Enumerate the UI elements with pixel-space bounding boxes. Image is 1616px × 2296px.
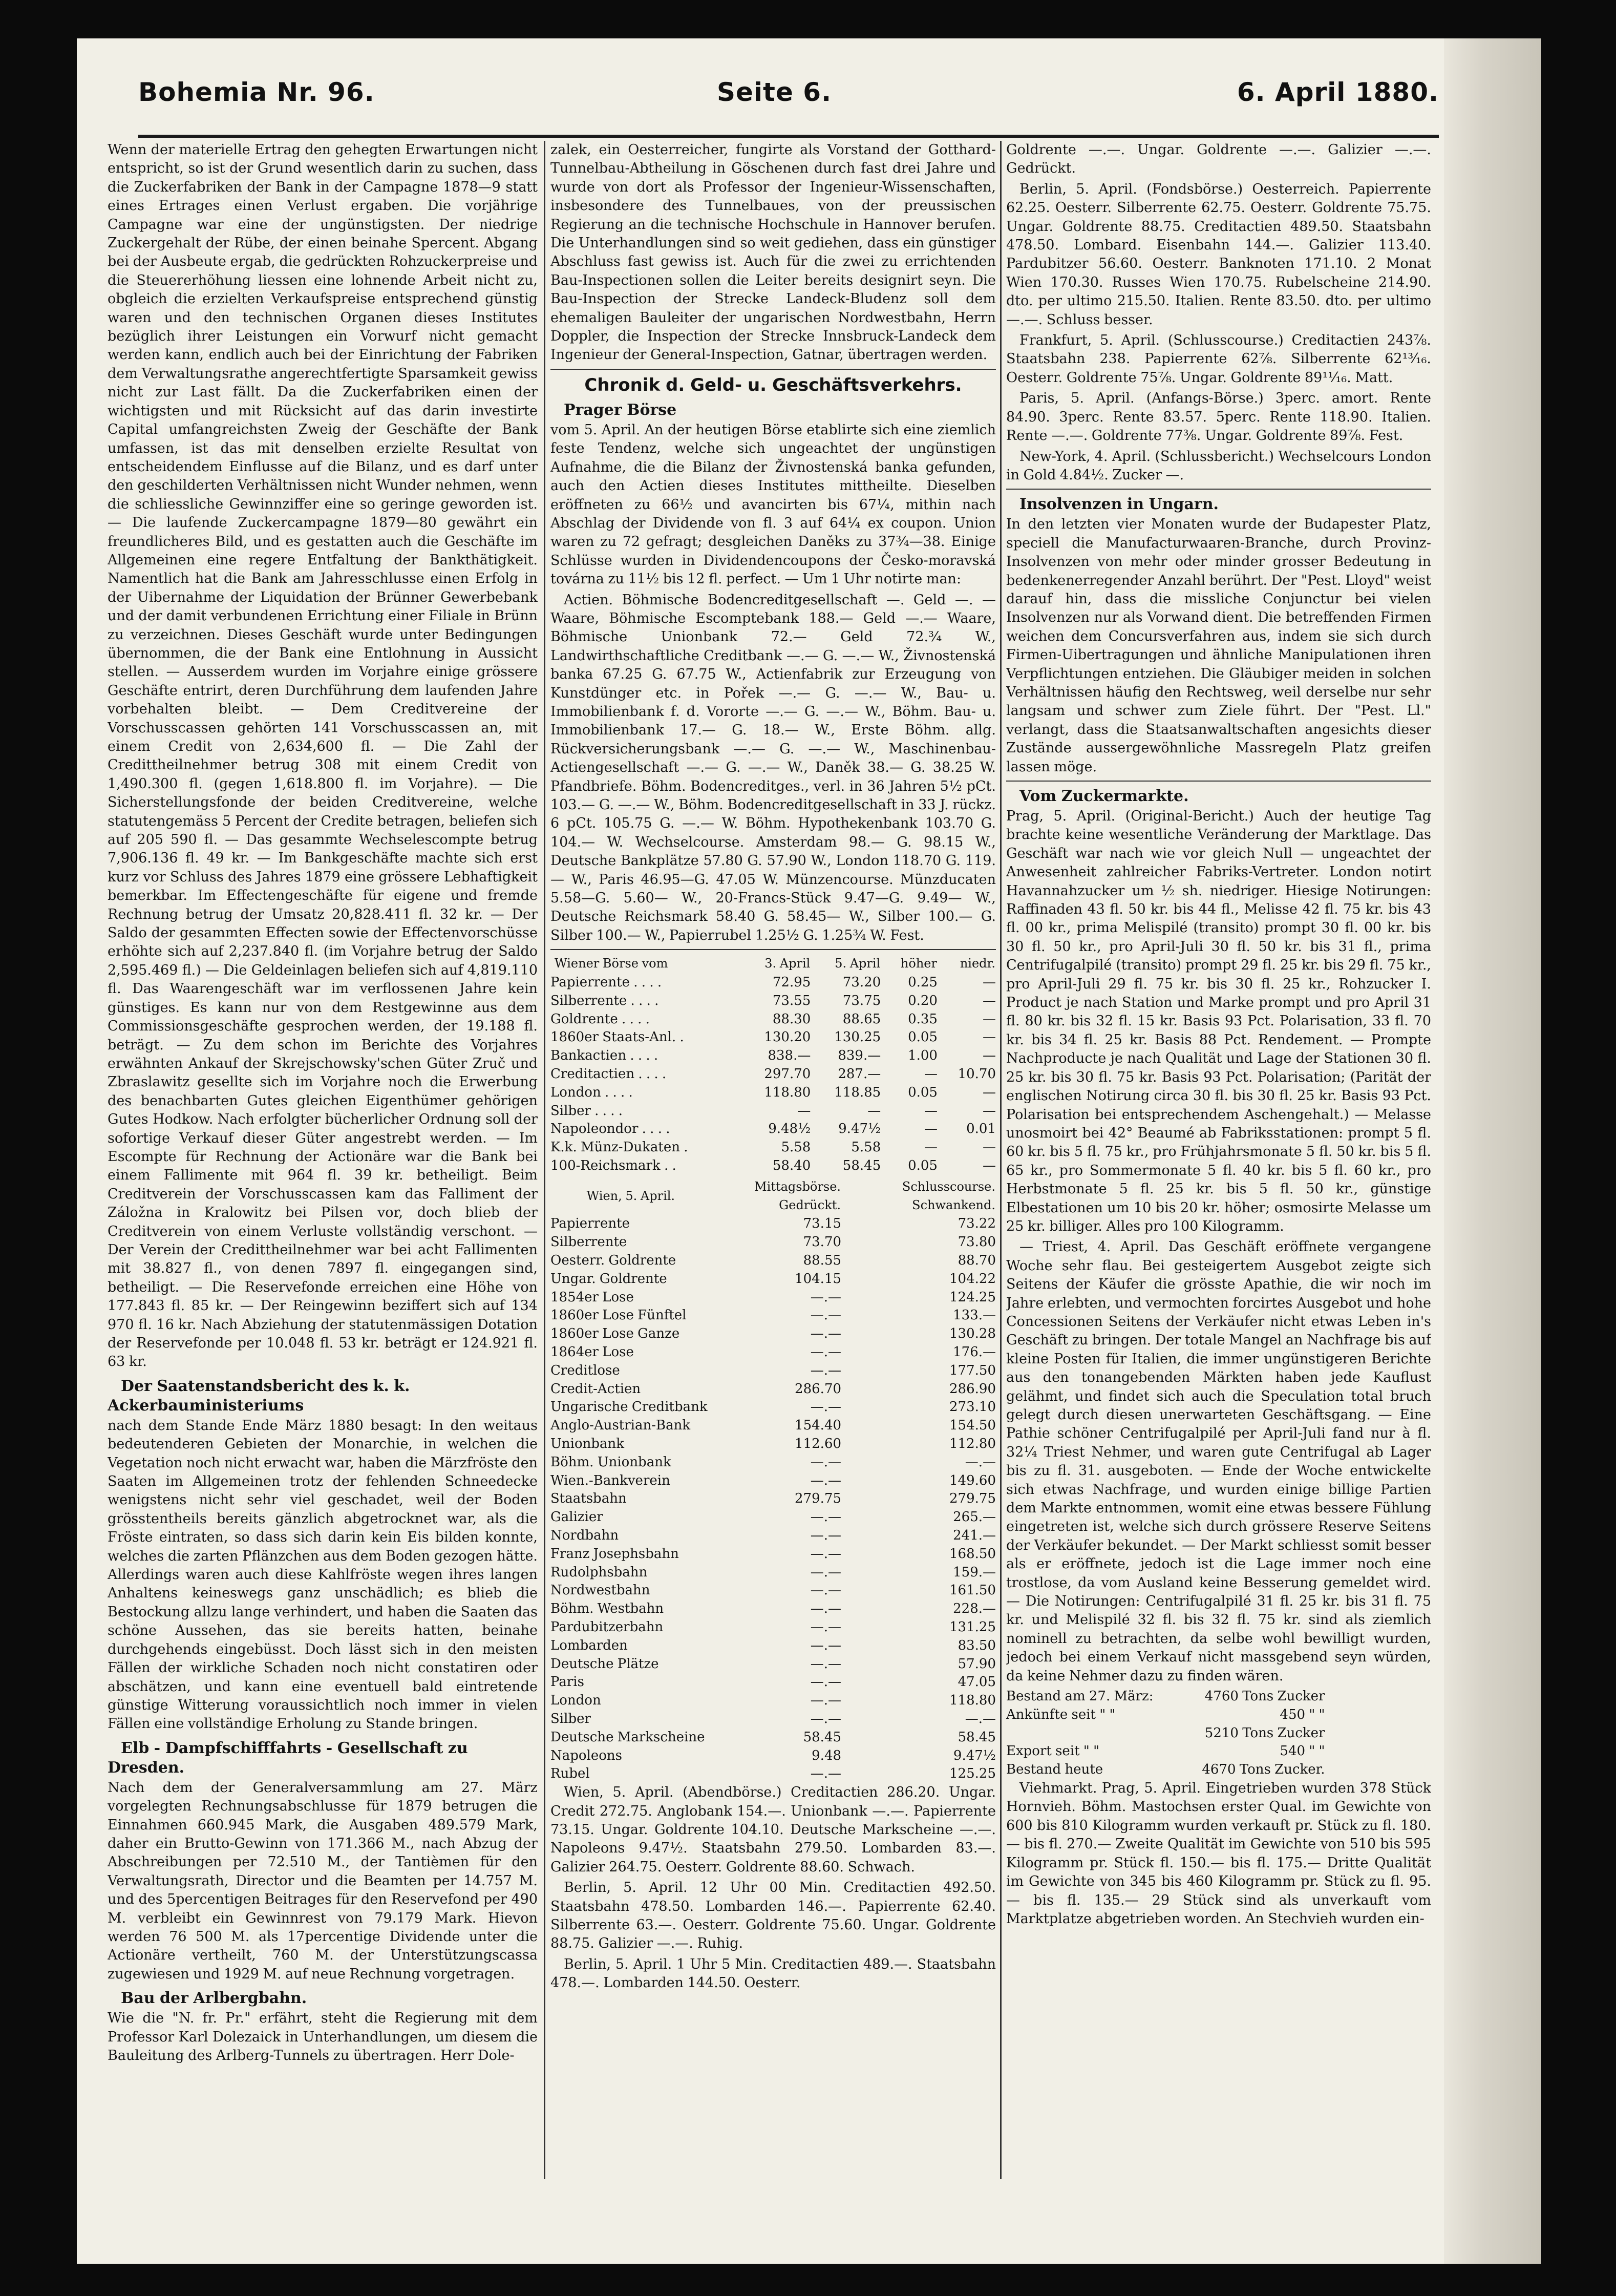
wiener-header-cell: niedr. [960, 956, 995, 971]
table-row [550, 1084, 996, 1102]
table-row [550, 1692, 996, 1710]
column-left [108, 141, 538, 2179]
table-row [550, 1582, 996, 1600]
security-name: Unionbank [550, 1436, 625, 1451]
quote-value: —.— [810, 1308, 842, 1323]
quote-value: —.— [810, 1674, 842, 1690]
quote-value: 0.25 [908, 975, 938, 991]
quote-value: 73.70 [803, 1234, 842, 1250]
quote-value: 72.95 [772, 975, 811, 991]
quote-value: — [924, 1103, 938, 1119]
article-saatenstand: nach dem Stande Ende März 1880 besagt: In den weitaus bedeutenderen Gebieten der Monarchie, in welchen die Vegetation noch nicht erwacht war, haben die Märzfröste den Saaten im Allgemeinen trotz der fehlenden Schneedecke wenigstens nicht sehr viel geschadet, weil der Boden grösstentheils bereits gänzlich abgetrocknet war, als die Fröste eintraten, so dass sich darin kein Eis bilden konnte, welches die zarten Pflänzchen aus dem Boden gezogen hätte. Allerdings waren auch diese Kahlfröste wegen ihres langen Anhaltens keineswegs ganz unschädlich; es blieb die Bestockung allzu lange verhindert, und haben die Saaten das schöne Aussehen, das sie bereits hatten, beinahe durchgehends eingebüsst. Doch lässt sich in den meisten Fällen der wirkliche Schaden noch nicht constatiren oder abschätzen, und kann eine eventuell bald eintretende günstige Witterung voraussichtlich noch immer in vielen Fällen eine vollständige Erholung zu Stande bringen. [108, 1417, 538, 1732]
page-curl-shadow [1444, 38, 1541, 2264]
quote-value: 1.00 [908, 1048, 938, 1064]
security-name: Rubel [550, 1766, 590, 1782]
quote-value: 161.50 [949, 1583, 996, 1598]
stock-label: Bestand am 27. März: [1006, 1689, 1154, 1704]
quote-value: —.— [810, 1637, 842, 1653]
quote-value: 88.30 [772, 1011, 811, 1027]
column-rule [544, 141, 545, 2179]
quote-value: 73.75 [842, 993, 881, 1008]
article-berlin-continued: Goldrente —.—. Ungar. Goldrente —.—. Galizier —.—. Gedrückt. [1006, 142, 1431, 177]
wiener-header-cell: 3. April [764, 956, 811, 971]
stock-label [1006, 1724, 1177, 1743]
security-name: London [550, 1693, 601, 1709]
quote-value: 176.— [953, 1344, 996, 1360]
quote-value: 112.80 [949, 1436, 996, 1451]
quote-value: 286.90 [949, 1381, 996, 1397]
quote-value: 287.— [838, 1066, 881, 1082]
quote-value: 0.20 [908, 993, 938, 1008]
table-row [550, 1637, 996, 1655]
quote-value: 73.22 [958, 1216, 996, 1232]
quote-value: 177.50 [949, 1362, 996, 1378]
quote-value: — [983, 1103, 996, 1119]
masthead-page-number: Seite 6. [717, 77, 832, 107]
security-name: Creditactien . . . . [550, 1066, 667, 1082]
wien-kurse-table [550, 1177, 996, 1783]
table-row [550, 1362, 996, 1380]
table-row [1006, 1688, 1325, 1706]
heading-insolvenzen: Insolvenzen in Ungarn. [1019, 495, 1219, 514]
table-row [550, 1102, 996, 1121]
quote-value: —.— [810, 1289, 842, 1305]
divider [550, 369, 996, 370]
table-row [550, 1618, 996, 1637]
quote-value: 104.22 [949, 1271, 996, 1287]
quote-value: —.— [810, 1656, 842, 1672]
stock-amount: 4670 Tons Zucker. [1202, 1762, 1325, 1778]
table-row [550, 1655, 996, 1674]
table-row [550, 1417, 996, 1435]
divider [550, 949, 996, 950]
stock-amount: 540 " " [1280, 1743, 1325, 1759]
masthead-date: 6. April 1880. [1237, 77, 1439, 107]
quote-value: 273.10 [949, 1399, 996, 1415]
security-name: Pardubitzerbahn [550, 1619, 664, 1635]
table-row [550, 1545, 996, 1564]
table-row [550, 1215, 996, 1233]
quote-value: 58.45 [842, 1158, 881, 1174]
quote-value: 88.55 [803, 1253, 842, 1268]
article-viehmarkt: Viehmarkt. Prag, 5. April. Eingetrieben wurden 378 Stück Hornvieh. Böhm. Mastochsen erster Qual. im Gewichte von 600 bis 810 Kilogramm wurden verkauft pr. Stück zu fl. 180.— bis fl. 270.— Zweite Qualität im Gewichte von 510 bis 595 Kilogramm pr. Stück fl. 150.— bis fl. 175.— Dritte Qualität im Gewichte von 345 bis 460 Kilogramm pr. Stück zu fl. 95.— bis fl. 135.— 29 Stück sind als unverkauft vom Marktplatze abgetrieben worden. An Stechvieh wurden ein- [1006, 1780, 1431, 1927]
security-name: Wien.-Bankverein [550, 1472, 670, 1488]
table-row [550, 1139, 996, 1157]
quote-value: 130.28 [949, 1326, 996, 1342]
security-name: Anglo-Austrian-Bank [550, 1418, 691, 1434]
table-row [550, 1233, 996, 1252]
article-berlin-1uhr: Berlin, 5. April. 1 Uhr 5 Min. Creditactien 489.—. Staatsbahn 478.—. Lombarden 144.50. Oesterr. [550, 1956, 996, 1991]
quote-value: 168.50 [949, 1546, 996, 1562]
security-name: Nordbahn [550, 1527, 619, 1543]
heading-arlbergbahn: Bau der Arlbergbahn. [121, 1989, 307, 2008]
quote-value: 838.— [768, 1048, 811, 1064]
quote-value: 58.45 [958, 1729, 996, 1745]
stock-label: Bestand heute [1006, 1762, 1103, 1778]
stock-label: Ankünfte seit " " [1006, 1707, 1116, 1722]
security-name: Deutsche Markscheine [550, 1729, 705, 1745]
security-name: Galizier [550, 1509, 603, 1525]
quote-value: 57.90 [958, 1656, 996, 1672]
security-name: Silber . . . . [550, 1103, 623, 1119]
security-name: K.k. Münz-Dukaten . [550, 1140, 688, 1155]
quote-value: 124.25 [949, 1289, 996, 1305]
security-name: Papierrente . . . . [550, 975, 662, 991]
security-name: Böhm. Westbahn [550, 1601, 664, 1617]
quote-value: 130.25 [834, 1029, 881, 1045]
security-name: 1860er Lose Ganze [550, 1326, 680, 1342]
quote-value: 83.50 [958, 1637, 996, 1653]
quote-value: — [924, 1140, 938, 1155]
security-name: Napoleons [550, 1747, 622, 1763]
quote-value: 104.15 [795, 1271, 842, 1287]
table-row [550, 1564, 996, 1582]
quote-value: — [983, 1029, 996, 1045]
table-row [550, 1252, 996, 1270]
quote-value: —.— [810, 1583, 842, 1598]
article-berlin-fondsboerse: Berlin, 5. April. (Fondsbörse.) Oesterreich. Papierrente 62.25. Oesterr. Silberrente 62.75. Oesterr. Goldrente 75.75. Ungar. Goldrente 88.75. Creditactien 489.50. Staatsbahn 478.50. Lombard. Eisenbahn 144.—. Galizier 113.40. Pardubitzer 56.60. Oesterr. Banknoten 171.10. 2 Monat Wien 170.30. Russes Wien 170.75. Rubelscheine 214.90. dto. per ultimo 215.50. Italien. Rente 83.50. dto. per ultimo —.—. Schluss besser. [1006, 181, 1431, 328]
quote-value: 5.58 [851, 1140, 881, 1155]
quote-value: 73.15 [803, 1216, 842, 1232]
quote-value: — [983, 1140, 996, 1155]
quote-value: — [983, 1011, 996, 1027]
masthead-issue: Bohemia Nr. 96. [138, 77, 375, 107]
quote-value: 265.— [953, 1509, 996, 1525]
quote-value: — [797, 1103, 811, 1119]
security-name: Credit-Actien [550, 1381, 641, 1397]
article-berlin-12uhr: Berlin, 5. April. 12 Uhr 00 Min. Creditactien 492.50. Staatsbahn 478.50. Lombarden 146.—. Papierrente 62.40. Silberrente 63.—. Oesterr. Goldrente 75.60. Ungar. Goldrente 88.75. Galizier —.—. Ruhig. [550, 1880, 996, 1952]
quote-value: 9.48½ [768, 1121, 811, 1137]
security-name: Paris [550, 1674, 584, 1690]
quote-value: —.— [810, 1711, 842, 1726]
quote-value: —.— [810, 1693, 842, 1709]
security-name: Napoleondor . . . . [550, 1121, 670, 1137]
quote-value: — [983, 1084, 996, 1100]
security-name: Papierrente [550, 1216, 630, 1232]
quote-value: 88.70 [958, 1253, 996, 1268]
divider [1006, 781, 1431, 782]
quote-value: 279.75 [795, 1491, 842, 1507]
table-row [550, 1065, 996, 1084]
quote-value: 9.47½ [838, 1121, 881, 1137]
quote-value: 0.05 [908, 1084, 938, 1100]
quote-value: 0.01 [966, 1121, 996, 1137]
table-row [550, 1120, 996, 1139]
table-row [1006, 1761, 1325, 1779]
table-row [550, 1157, 996, 1175]
quote-value: —.— [810, 1454, 842, 1470]
table-row [550, 1673, 996, 1692]
table-row [550, 1270, 996, 1289]
quote-value: 125.25 [949, 1766, 996, 1782]
table-row [550, 1289, 996, 1307]
column-middle [550, 141, 996, 2179]
quote-value: — [983, 993, 996, 1008]
table-row [550, 1600, 996, 1618]
quote-value: —.— [810, 1326, 842, 1342]
quote-value: 241.— [953, 1527, 996, 1543]
table-row [1006, 1706, 1325, 1724]
article-new-york: New-York, 4. April. (Schlussbericht.) Wechselcours London in Gold 4.84½. Zucker —. [1006, 448, 1431, 483]
quote-value: 58.45 [803, 1729, 842, 1745]
article-wien-abendboerse: Wien, 5. April. (Abendbörse.) Creditactien 286.20. Ungar. Credit 272.75. Anglobank 154.—. Unionbank —.—. Papierrente 73.15. Ungar. Goldrente 104.10. Deutsche Markscheine —.—. Napoleons 9.47½. Staatsbahn 279.50. Lombarden 83.—. Galizier 264.75. Oesterr. Goldrente 88.60. Schwach. [550, 1784, 996, 1875]
article-arlberg-continued: zalek, ein Oesterreicher, fungirte als Vorstand der Gotthard-Tunnelbau-Abtheilung in Göschenen durch fast drei Jahre und wurde von dort als Professor der Ingenieur-Wissenschaften, insbesondere des Tunnelbaues, von der preussischen Regierung an die technische Hochschule in Hannover berufen. Die Unterhandlungen sind so weit gediehen, dass ein günstiger Abschluss fast gewiss ist. Auch für die zwei zu errichtenden Bau-Inspectionen sollen die Leiter bereits designirt seyn. Die Bau-Inspection der Strecke Landeck-Bludenz soll dem ehemaligen Bauleiter der ungarischen Nordwestbahn, Herrn Doppler, die Inspection der Strecke Innsbruck-Landeck dem Ingenieur der General-Inspection, Gatnar, übertragen werden. [550, 142, 996, 363]
quote-value: 118.85 [834, 1084, 881, 1100]
wiener-header-cell: 5. April [835, 956, 881, 971]
article-prager-kurse: Actien. Böhmische Bodencreditgesellschaft —. Geld —. — Waare, Böhmische Escomptebank 188.— Geld —.— Waare, Böhmische Unionbank 72.— Geld 72.¾ W., Landwirthschaftliche Creditbank —.— G. —.— W., Živnostenská banka 67.25 G. 67.75 W., Actienfabrik zur Erzeugung von Kunstdünger etc. in Pořek —.— G. —.— W., Bau- u. Immobilienbank f. d. Vororte —.— G. —.— W., Böhm. Bau- u. Immobilienbank 17.— G. 18.— W., Erste Böhm. allg. Rückversicherungsbank —.— G. —.— W., Maschinenbau-Actiengesellschaft —.— G. —.— W., Daněk 38.— G. 38.25 W. Pfandbriefe. Böhm. Bodencreditges., verl. in 36 Jahren 5½ pCt. 103.— G. —.— W., Böhm. Bodencreditgesellschaft in 33 J. rückz. 6 pCt. 105.75 G. —.— W. Böhm. Hypothekenbank 103.70 G. 104.— W. Wechselcourse. Amsterdam 98.— G. 98.15 W., Deutsche Bankplätze 57.80 G. 57.90 W., London 118.70 G. 119.— W., Paris 46.95—G. 47.05 W. Münzencourse. Münzducaten 5.58—G. 5.60— W., 20-Francs-Stück 9.47—G. 9.49— W., Deutsche Reichsmark 58.40 G. 58.45— W., Silber 100.— G. Silber 100.— W., Papierrubel 1.25½ G. 1.25¾ W. Fest. [550, 592, 996, 943]
quote-value: 5.58 [781, 1140, 811, 1155]
quote-value: 9.47½ [953, 1747, 996, 1763]
quote-value: 159.— [953, 1564, 996, 1580]
quote-value: 0.05 [908, 1029, 938, 1045]
security-name: Oesterr. Goldrente [550, 1253, 676, 1268]
quote-value: 0.35 [908, 1011, 938, 1027]
table-row [550, 1508, 996, 1527]
quote-value: —.— [810, 1362, 842, 1378]
quote-value: —.— [810, 1766, 842, 1782]
quote-value: 131.25 [949, 1619, 996, 1635]
stock-amount: 4760 Tons Zucker [1204, 1689, 1325, 1704]
security-name: Creditlose [550, 1362, 620, 1378]
security-name: Rudolphsbahn [550, 1564, 648, 1580]
security-name: Staatsbahn [550, 1491, 627, 1507]
security-name: 1860er Lose Fünftel [550, 1308, 687, 1323]
quote-value: 839.— [838, 1048, 881, 1064]
security-name: 1864er Lose [550, 1344, 634, 1360]
table-row [550, 1028, 996, 1047]
security-name: Franz Josephsbahn [550, 1546, 679, 1562]
heading-prager-boerse: Prager Börse [564, 401, 677, 419]
quote-value: —.— [810, 1601, 842, 1617]
wien-table-title: Wien, 5. April. [586, 1188, 675, 1203]
security-name: Silber [550, 1711, 591, 1726]
heading-zuckermarkt: Vom Zuckermarkte. [1019, 787, 1189, 805]
quote-value: 279.75 [949, 1491, 996, 1507]
wien-col-schluss: Schlusscourse. Schwankend. [902, 1179, 995, 1212]
quote-value: — [983, 975, 996, 991]
quote-value: 149.60 [949, 1472, 996, 1488]
quote-value: 154.40 [795, 1418, 842, 1434]
quote-value: 154.50 [949, 1418, 996, 1434]
quote-value: 228.— [953, 1601, 996, 1617]
security-name: Lombarden [550, 1637, 628, 1653]
article-frankfurt: Frankfurt, 5. April. (Schlusscourse.) Creditactien 243⅞. Staatsbahn 238. Papierrente 62⅞. Silberrente 62¹³⁄₁₆. Oesterr. Goldrente 75⅞. Ungar. Goldrente 89¹¹⁄₁₆. Matt. [1006, 332, 1431, 386]
column-right [1006, 141, 1431, 2179]
stock-label: Export seit " " [1006, 1743, 1100, 1759]
table-row [550, 1380, 996, 1399]
table-row [550, 1729, 996, 1747]
security-name: 1860er Staats-Anl. . [550, 1029, 684, 1045]
article-elb-dampfschiff: Nach dem der Generalversammlung am 27. März vorgelegten Rechnungsabschlusse für 1879 betrugen die Einnahmen 660.945 Mark, die Ausgaben 489.579 Mark, daher ein Brutto-Gewinn von 171.366 M., nach Abzug der Abschreibungen per 72.510 M., der Tantièmen für den Verwaltungsrath, Director und die Beamten per 14.757 M. und des 5percentigen Beitrages für den Reservefond per 490 M. verbleibt ein Gewinnrest von 79.179 Mark. Hievon werden 76 500 M. als 17percentige Dividende unter die Actionäre vertheilt, 760 M. der Unterstützungscassa zugewiesen und 1929 M. auf neue Rechnung vorgetragen. [108, 1779, 538, 1982]
table-row [550, 1325, 996, 1343]
article-zuckermarkt-triest: — Triest, 4. April. Das Geschäft eröffnete vergangene Woche sehr flau. Bei gesteigertem Ausgebot zeigte sich Seitens der Käufer die grösste Apathie, die wir noch im Jahre erlebten, und vermochten forcirtes Ausgebot und hohe Concessionen Seitens der Verkäufer nicht etwas Leben in's Geschäft zu bringen. Der totale Mangel an Nachfrage bis auf kleine Posten für Italien, die immer ungünstigeren Berichte aus den tonangebenden Märkten haben jede Kauflust gelähmt, und findet sich auch die Speculation total bruch gelegt durch diesen unerwarteten Geschäftsgang. — Eine Pathie schöner Centrifugalpilé per April-Juli fand nur à fl. 32¼ Triest Nehmer, und waren gute Centrifugal ab Lager bis zu fl. 31. ausgeboten. — Ende der Woche entwickelte sich etwas Nachfrage, und wurden einige billige Partien dem Markte entnommen, womit eine etwas bessere Fühlung eingetreten ist, welche sich durch grössere Reserve Seitens der Verkäufer bekundet. — Der Markt schliesst somit besser als er eröffnete, jedoch ist die Lage immer noch eine trostlose, da vom Ausland keine Besserung gemeldet wird. — Die Notirungen: Centrifugalpilé 31 fl. 25 kr. bis 31 fl. 75 kr. und Melispilé 32 fl. bis 32 fl. 75 kr. sind als ziemlich nominell zu betrachten, da selbe wohl bewilligt wurden, jedoch bei einem Verkauf nicht massgebend seyn würden, da keine Nehmer dazu zu finden wären. [1006, 1239, 1431, 1684]
quote-value: —.— [810, 1509, 842, 1525]
table-row [550, 974, 996, 992]
quote-value: 0.05 [908, 1158, 938, 1174]
newspaper-page [77, 38, 1541, 2264]
quote-value: —.— [810, 1399, 842, 1415]
security-name: 100-Reichsmark . . [550, 1158, 676, 1174]
table-row [550, 1747, 996, 1765]
stock-amount: 5210 Tons Zucker [1204, 1725, 1325, 1741]
quote-value: 47.05 [958, 1674, 996, 1690]
table-row [550, 1307, 996, 1325]
wien-col-mittag: Mittagsbörse. Gedrückt. [754, 1179, 841, 1212]
quote-value: 73.55 [772, 993, 811, 1008]
quote-value: —.— [965, 1711, 996, 1726]
quote-value: 73.80 [958, 1234, 996, 1250]
article-arlbergbahn: Wie die "N. fr. Pr." erfährt, steht die Regierung mit dem Professor Karl Dolezaick in Unterhandlungen, um diesem die Bauleitung des Arlberg-Tunnels zu übertragen. Herr Dole- [108, 2010, 538, 2063]
heading-elb-dampfschiff: Elb - Dampfschifffahrts - Gesellschaft zu Dresden. [108, 1739, 468, 1777]
security-name: Goldrente . . . . [550, 1011, 650, 1027]
quote-value: —.— [965, 1454, 996, 1470]
article-prager-boerse: vom 5. April. An der heutigen Börse etablirte sich eine ziemlich feste Tendenz, welche sich ungeachtet der ungünstigen Aufnahme, die die Bilanz der Živnostenská banka gefunden, auch den Actien dieses Institutes mittheilte. Dieselben eröffneten zu 66½ und avancirten bis 67¼, mithin nach Abschlag der Dividende von fl. 3 auf 64¼ ex coupon. Union waren zu 72 gefragt; desgleichen Daněks zu 37¾—38. Einige Schlüsse wurden in Dividendencoupons der Česko-moravská továrna zu 11½ bis 12 fl. perfect. — Um 1 Uhr notirte man: [550, 422, 996, 587]
security-name: Böhm. Unionbank [550, 1454, 671, 1470]
quote-value: 112.60 [795, 1436, 842, 1451]
security-name: Deutsche Plätze [550, 1656, 659, 1672]
masthead [138, 73, 1439, 138]
table-row [1006, 1724, 1325, 1743]
divider [1006, 489, 1431, 490]
quote-value: —.— [810, 1546, 842, 1562]
article-bank-report: Wenn der materielle Ertrag den gehegten Erwartungen nicht entspricht, so ist der Grund wesentlich darin zu suchen, dass die Zuckerfabriken der Bank in der Campagne 1878—9 statt eines Ertrages einen Verlust ergaben. Die vorjährige Campagne war eine der ungünstigsten. Der niedrige Zuckergehalt der Rübe, der einen beinahe Spercent. Abgang bei der Ausbeute ergab, die gedrückten Rohzuckerpreise und die Steuererhöhung liessen eine lohnende Arbeit nicht zu, obgleich die erzielten Verkaufspreise entsprechend günstig waren und den technischen Organen dieses Institutes bezüglich ihrer Leistungen ein Vorwurf nicht gemacht werden kann, endlich auch bei der Einrichtung der Fabriken dem Verwaltungsrathe angerechtfertigte Sparsamkeit gewiss nicht zur Last fällt. Da die Zuckerfabriken einen der wichtigsten und mit Rücksicht auf das darin investirte Capital umfangreichsten Zweig der Geschäfte der Bank umfassen, ist das mit denselben erzielte Resultat von entscheidendem Einflusse auf die Bilanz, und es darf unter den geschilderten Verhältnissen nicht Wunder nehmen, wenn die schliessliche Gewinnziffer eine so geringe geworden ist. — Die laufende Zuckercampagne 1879—80 gewährt ein freundlicheres Bild, und es gestatten auch die Geschäfte im Allgemeinen eine regere Entfaltung der Bankthätigkeit. Namentlich hat die Bank am Jahresschlusse einen Erfolg in der Uibernahme der Liquidation der Brünner Gewerbebank und der damit verbundenen Errichtung einer Filiale in Brünn zu verzeichnen. Dieses Geschäft wurde unter Bedingungen übernommen, die der Bank eine Entlohnung in Aussicht stellen. — Ausserdem wurden im Vorjahre einige grössere Geschäfte entrirt, deren Durchführung dem laufenden Jahre vorbehalten bleibt. — Dem Creditvereine der Vorschusscassen gehörten 141 Vorschusscassen an, mit einem Credit von 2,634,600 fl. — Die Zahl der Credittheilnehmer betrug 308 mit einem Credit von 1,490.300 fl. (gegen 1,618.800 fl. im Vorjahre). — Die Sicherstellungsfonde der beiden Creditvereine, welche statutengemäss 5 Percent der Credite betragen, beliefen sich auf 205 590 fl. — Das gesammte Wechselescompte betrug 7,906.136 fl. 49 kr. — Im Bankgeschäfte machte sich erst kurz vor Schluss des Jahres 1879 eine grössere Lebhaftigkeit bemerkbar. Im Effectengeschäfte für eigene und fremde Rechnung betrug der Umsatz 20,828.411 fl. 32 kr. — Der Saldo der gesammten Effecten sowie der Effectenvorschüsse erhöhte sich auf 2,237.840 fl. (im Vorjahre betrug der Saldo 2,595.469 fl.) — Die Geldeinlagen beliefen sich auf 4,819.110 fl. Das Waarengeschäft war im verflossenen Jahre kein günstiges. Es kann nur von dem Restgewinne aus dem Commissionsgeschäfte gesprochen werden, der 19.188 fl. beträgt. — Zu dem schon im Berichte des Vorjahres erwähnten Ankauf der Skrejschowsky'schen Güter Zruč und Zbraslawitz gesellte sich im Vorjahre noch die Erwerbung des benachbarten Gutes gleichen Eigenthümer gehörigen Gutes Hodkow. Nach erfolgter bücherlicher Ordnung soll der sofortige Verkauf dieser Güter angestrebt werden. — Im Escompte für Rechnung der Actionäre war die Bank bei einem Fallimente mit 964 fl. 39 kr. betheiligt. Beim Creditverein der Vorschusscassen kam das Falliment der Záložna in Kralowitz bei Pilsen vor, doch blieb der Creditverein von einem Verluste vollständig verschont. — Der Verein der Credittheilnehmer war bei acht Fallimenten mit 38.827 fl., von denen 7897 fl. eingegangen sind, betheiligt. — Die Reservefonde erreichen eine Höhe von 177.843 fl. 85 kr. — Der Reingewinn beziffert sich auf 134 970 fl. 16 kr. Nach Abziehung der statutenmässigen Dotation der Reservefonde per 10.048 fl. 53 kr. beträgt er 124.921 fl. 63 kr. [108, 142, 538, 1370]
security-name: Silberrente . . . . [550, 993, 659, 1008]
security-name: Nordwestbahn [550, 1583, 650, 1598]
quote-value: — [924, 1121, 938, 1137]
bestand-table [1006, 1688, 1325, 1779]
quote-value: — [983, 1158, 996, 1174]
table-row [1006, 1742, 1325, 1761]
column-rule [1000, 141, 1002, 2179]
security-name: 1854er Lose [550, 1289, 634, 1305]
security-name: Silberrente [550, 1234, 627, 1250]
table-row [550, 1527, 996, 1545]
table-row [550, 1398, 996, 1417]
table-row [550, 1047, 996, 1065]
table-row [550, 1472, 996, 1490]
table-row [550, 1343, 996, 1362]
quote-value: 297.70 [764, 1066, 811, 1082]
wiener-header-cell: Wiener Börse vom [555, 956, 668, 971]
article-zuckermarkt-prag: Prag, 5. April. (Original-Bericht.) Auch der heutige Tag brachte keine wesentliche Veränderung der Marktlage. Das Geschäft war nach wie vor gleich Null — ungeachtet der Anwesenheit zahlreicher Fabriks-Vertreter. London notirt Havannahzucker um ½ sh. niedriger. Hiesige Notirungen: Raffinaden 43 fl. 50 kr. bis 44 fl., Melisse 42 fl. 75 kr. bis 43 fl. 00 kr., prima Melispilé (transito) prompt 30 fl. 00 kr. bis 30 fl. 50 kr., pro April-Juli 30 fl. 50 kr. bis 31 fl., prima Centrifugalpilé (transito) prompt 29 fl. 25 kr. bis 29 fl. 75 kr., pro April-Juli 29 fl. 75 kr. bis 30 fl. 25 kr., Rohzucker I. Product je nach Station und Marke prompt und pro April 31 fl. 80 kr. bis 32 fl. 15 kr. Basis 93 Pct. Polarisation, 33 fl. 70 kr. bis 34 fl. 25 kr. Basis 88 Pct. Rendement. — Prompte Nachproducte je nach Qualität und Lage der Stationen 30 fl. 25 kr. bis 30 fl. 75 kr. Basis 93 Pct. Polarisation; (Parität der englischen Notirung circa 30 fl. bis 30 fl. 25 kr. Basis 93 Pct. Polarisation bei entsprechendem Aschengehalt.) — Melasse unosmoirt bei 42° Beaumé ab Fabriksstationen: prompt 5 fl. 60 kr. bis 5 fl. 75 kr., pro Frühjahrsmonate 5 fl. 50 kr. bis 5 fl. 65 kr., pro Sommermonate 5 fl. 40 kr. bis 5 fl. 60 kr., pro Herbstmonate 5 fl. 25 kr. bis 5 fl. 50 kr., günstige Elbestationen um 10 bis 20 kr. höher; osmosirte Melasse um 25 kr. billiger. Alles pro 100 Kilogramm. [1006, 808, 1431, 1234]
quote-value: — [924, 1066, 938, 1082]
quote-value: 88.65 [842, 1011, 881, 1027]
table-row [550, 1010, 996, 1029]
security-name: Ungar. Goldrente [550, 1271, 667, 1287]
quote-value: 118.80 [764, 1084, 811, 1100]
quote-value: 73.20 [842, 975, 881, 991]
wiener-header-cell: höher [900, 956, 937, 971]
quote-value: —.— [810, 1472, 842, 1488]
table-row [550, 1765, 996, 1783]
quote-value: 58.40 [772, 1158, 811, 1174]
security-name: Bankactien . . . . [550, 1048, 658, 1064]
quote-value: — [983, 1048, 996, 1064]
quote-value: —.— [810, 1527, 842, 1543]
section-heading-chronik: Chronik d. Geld- u. Geschäftsverkehrs. [584, 374, 962, 395]
table-row [550, 1454, 996, 1472]
quote-value: 133.— [953, 1308, 996, 1323]
quote-value: —.— [810, 1564, 842, 1580]
table-row [550, 1435, 996, 1454]
wiener-boerse-table [550, 954, 996, 1175]
article-insolvenzen: In den letzten vier Monaten wurde der Budapester Platz, speciell die Manufacturwaaren-Branche, durch Provinz-Insolvenzen von mehr oder minder grosser Bedeutung in bedenkenerregender Anzahl berührt. Der "Pest. Lloyd" weist darauf hin, dass die missliche Conjunctur bei vielen Insolvenzen nur als Vorwand dient. Die betreffenden Firmen weichen dem Concursverfahren aus, indem sie sich durch Firmen-Uibertragungen und ähnliche Manipulationen ihren Verpflichtungen entziehen. Die Gläubiger meiden in solchen Verhältnissen häufig den Rechtsweg, weil derselbe nur sehr langsam und schwer zum Ziele führt. Der "Pest. Ll." verlangt, dass die Staatsanwaltschaften angesichts dieser Zustände aussergewöhnliche Massregeln Platz greifen lassen möge. [1006, 516, 1431, 775]
quote-value: 286.70 [795, 1381, 842, 1397]
article-paris: Paris, 5. April. (Anfangs-Börse.) 3perc. amort. Rente 84.90. 3perc. Rente 83.57. 5perc. Rente 118.90. Italien. Rente —.—. Goldrente 77⅜. Ungar. Goldrente 89⅞. Fest. [1006, 390, 1431, 444]
security-name: London . . . . [550, 1084, 633, 1100]
quote-value: 118.80 [949, 1693, 996, 1709]
table-row [550, 992, 996, 1010]
quote-value: 9.48 [812, 1747, 842, 1763]
stock-amount: 450 " " [1280, 1707, 1325, 1722]
table-row [550, 1490, 996, 1508]
quote-value: —.— [810, 1344, 842, 1360]
quote-value: 10.70 [958, 1066, 996, 1082]
heading-saatenstand: Der Saatenstandsbericht des k. k. Ackerbauministeriums [108, 1377, 410, 1415]
quote-value: — [867, 1103, 881, 1119]
table-row [550, 1710, 996, 1729]
table-header [550, 954, 996, 974]
security-name: Ungarische Creditbank [550, 1399, 708, 1415]
quote-value: —.— [810, 1619, 842, 1635]
quote-value: 130.20 [764, 1029, 811, 1045]
